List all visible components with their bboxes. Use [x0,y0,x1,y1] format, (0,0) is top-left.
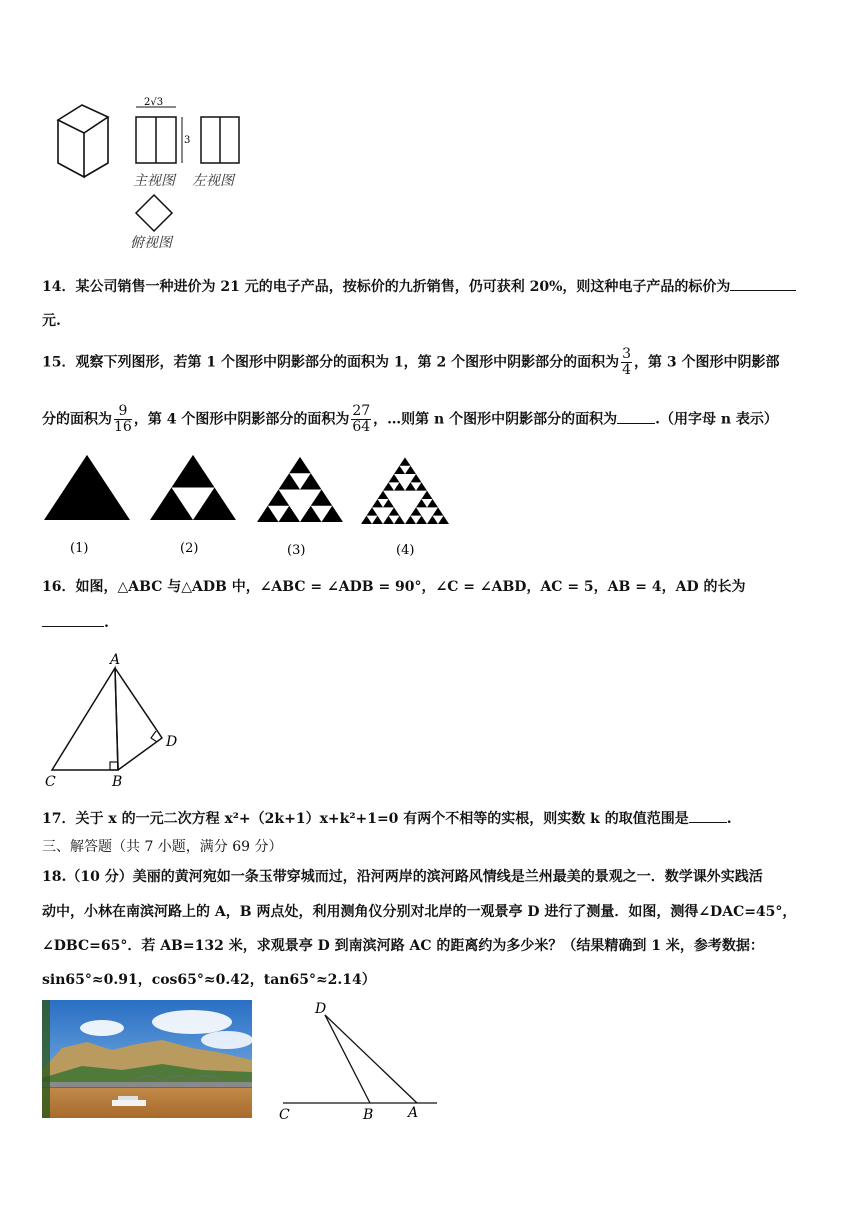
question-15-line-2 [42,404,778,435]
fraction-numerator: 9 [114,404,132,420]
fraction-denominator: 4 [622,362,631,378]
question-15-text-b: ，第 3 个图形中阴影部 [634,354,780,371]
question-17-tail: . [726,811,732,827]
question-15-text-e: ，…则第 n 个图形中阴影部分的面积为 [373,411,618,428]
caption-3: (3) [287,543,306,558]
question-15-line-1 [42,347,780,378]
dim-height-label: 3 [184,135,191,146]
left-view-drawing [201,117,239,163]
fraction-27-64 [351,404,371,435]
label-A: A [110,652,121,668]
triangle-abd-figure [40,650,190,790]
left-view-caption: 左视图 [192,173,234,189]
question-14 [42,276,796,296]
question-18-line-4: sin65°≈0.91，cos65°≈0.42，tan65°≈2.14） [42,972,376,988]
cube-drawing [58,105,108,177]
question-15-text-d: ，第 4 个图形中阴影部分的面积为 [133,411,350,428]
top-view-caption: 俯视图 [130,235,172,251]
label-C: C [279,1107,290,1123]
fraction-denominator: 64 [352,419,371,435]
answer-blank-17 [689,822,727,823]
label-A: A [408,1105,419,1121]
top-view-drawing [136,195,172,231]
answer-blank-15 [617,423,655,424]
question-17-text: 17．关于 x 的一元二次方程 x²+（2k+1）x+k²+1=0 有两个不相等的实根，则实数 k 的取值范围是 [42,811,689,827]
fraction-9-16 [114,404,132,435]
label-B: B [112,774,123,790]
question-15-text-a: 15．观察下列图形，若第 1 个图形中阴影部分的面积为 1，第 2 个图形中阴影部分的面积为 [42,354,620,371]
label-C: C [45,774,56,790]
section-3-title: 三、解答题（共 7 小题，满分 69 分） [42,839,283,855]
question-16 [42,576,745,596]
fraction-numerator: 27 [352,403,371,419]
sierpinski-figure [40,450,465,560]
front-view-drawing [136,107,182,163]
fraction-numerator: 3 [622,346,631,362]
three-view-figure [50,95,260,255]
question-14-tail: 元. [42,313,61,329]
caption-4: (4) [396,543,415,558]
fraction-denominator: 16 [114,419,132,435]
label-D: D [315,1001,327,1017]
question-15-text-c: 分的面积为 [42,411,112,428]
sierpinski-triangle-1 [44,455,130,520]
question-18-line-3: ∠DBC=65°．若 AB=132 米，求观景亭 D 到南滨河路 AC 的距离约为多少米？（结果精确到 1 米，参考数据： [42,938,764,954]
answer-blank-14 [730,290,796,291]
fraction-3-4 [621,347,632,378]
question-18-line-1: 18.（10 分）美丽的黄河宛如一条玉带穿城而过，沿河两岸的滨河路风情线是兰州最美的景观之一．数学课外实践活 [42,869,763,885]
yellow-river-photo [42,1000,252,1118]
sierpinski-triangles [44,455,449,524]
label-D: D [166,734,178,750]
question-16-text: 16．如图，△ABC 与△ADB 中，∠ABC = ∠ADB = 90°，∠C = ∠ABD，AC = 5，AB = 4，AD 的长为 [42,579,746,595]
question-17 [42,808,732,828]
caption-1: (1) [70,541,89,556]
question-16-tail: . [104,615,109,631]
question-18-line-2: 动中，小林在南滨河路上的 A，B 两点处，利用测角仪分别对北岸的一观景亭 D 进行了测量．如图，测得∠DAC=45°， [42,904,797,920]
question-16-answer-line [42,615,109,631]
question-15-text-f: .（用字母 n 表示） [655,411,778,428]
front-view-caption: 主视图 [133,173,175,189]
label-B: B [363,1107,374,1123]
observation-figure [275,995,440,1125]
caption-2: (2) [180,541,199,556]
dim-width-label: 2√3 [144,97,164,108]
answer-blank-16 [42,626,104,627]
question-14-text: 14．某公司销售一种进价为 21 元的电子产品，按标价的九折销售，仍可获利 20%，则这种电子产品的标价为 [42,279,731,295]
